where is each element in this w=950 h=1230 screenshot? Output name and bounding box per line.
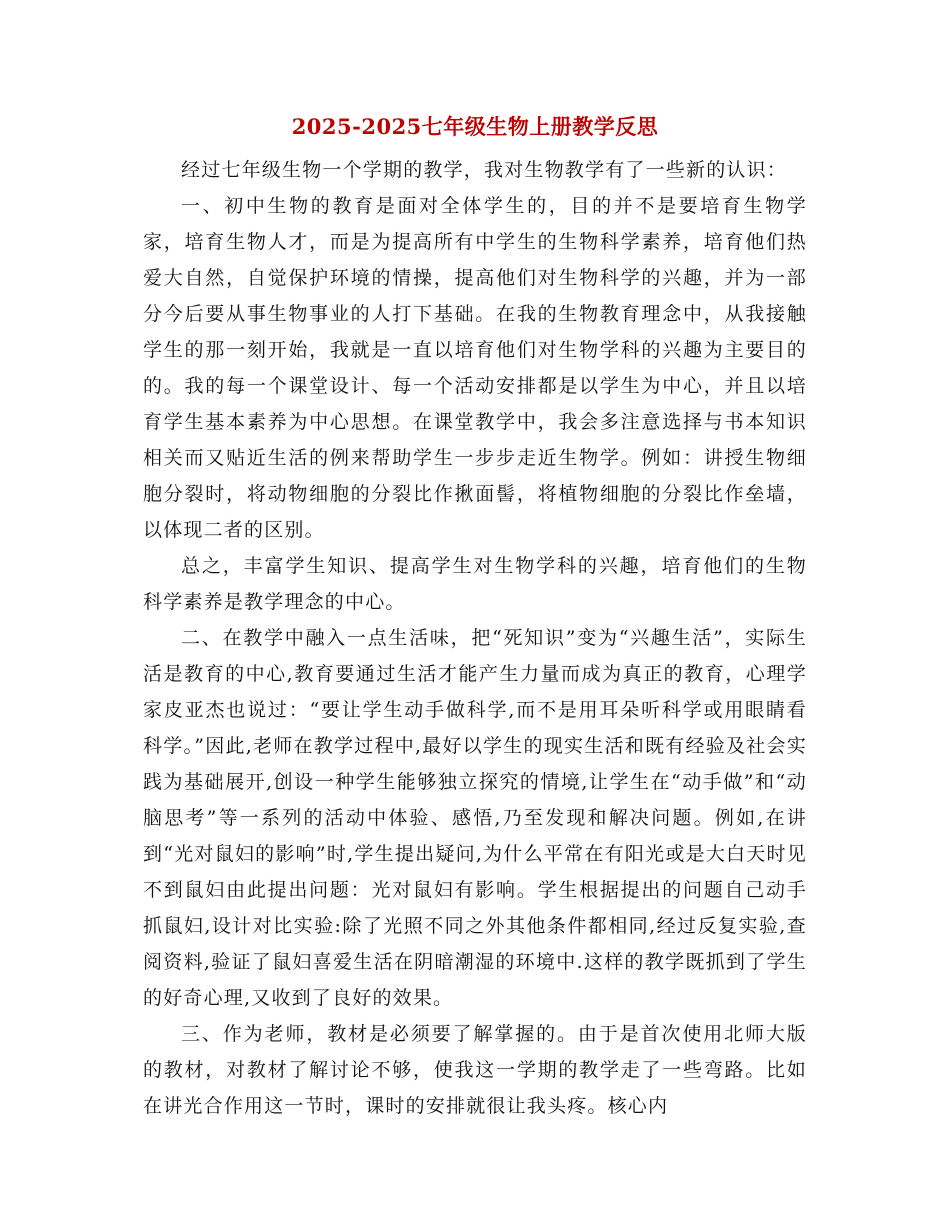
- paragraph-section-1: 一、初中生物的教育是面对全体学生的，目的并不是要培育生物学家，培育生物人才，而是为提高所有中学生的生物科学素养，培育他们热爱大自然，自觉保护环境的情操，提高他们对生物科学的兴趣，并为一部分今后要从事生物事业的人打下基础。在我的生物教育理念中，从我接触学生的那一刻开始，我就是一直以培育他们对生物学科的兴趣为主要目的的。我的每一个课堂设计、每一个活动安排都是以学生为中心，并且以培育学生基本素养为中心思想。在课堂教学中，我会多注意选择与书本知识相关而又贴近生活的例来帮助学生一步步走近生物学。例如：讲授生物细胞分裂时，将动物细胞的分裂比作揪面髻，将植物细胞的分裂比作垒墙，以体现二者的区别。: [143, 195, 807, 541]
- paragraph-section-3: 三、作为老师，教材是必须要了解掌握的。由于是首次使用北师大版的教材，对教材了解讨论不够，使我这一学期的教学走了一些弯路。比如在讲光合作用这一节时，课时的安排就很让我头疼。核心内: [143, 1023, 807, 1117]
- document-title: 2025-2025七年级生物上册教学反思: [291, 114, 659, 139]
- paragraph-section-2: 二、在教学中融入一点生活味，把“死知识”变为“兴趣生活”，实际生活是教育的中心,教育要通过生活才能产生力量而成为真正的教育，心理学家皮亚杰也说过：“要让学生动手做科学,而不是用耳朵听科学或用眼睛看科学。”因此,老师在教学过程中,最好以学生的现实生活和既有经验及社会实践为基础展开,创设一种学生能够独立探究的情境,让学生在“动手做”和“动脑思考”等一系列的活动中体验、感悟,乃至发现和解决问题。例如,在讲到“光对鼠妇的影响”时,学生提出疑问,为什么平常在有阳光或是大白天时见不到鼠妇由此提出问题：光对鼠妇有影响。学生根据提出的问题自己动手抓鼠妇,设计对比实验:除了光照不同之外其他条件都相同,经过反复实验,查阅资料,验证了鼠妇喜爱生活在阴暗潮湿的环境中.这样的教学既抓到了学生的好奇心理,又收到了良好的效果。: [143, 627, 807, 1009]
- document-body: [143, 152, 807, 1124]
- paragraph-intro: 经过七年级生物一个学期的教学，我对生物教学有了一些新的认识：: [181, 159, 788, 181]
- paragraph-summary: 总之，丰富学生知识、提高学生对生物学科的兴趣，培育他们的生物科学素养是教学理念的中心。: [143, 555, 807, 613]
